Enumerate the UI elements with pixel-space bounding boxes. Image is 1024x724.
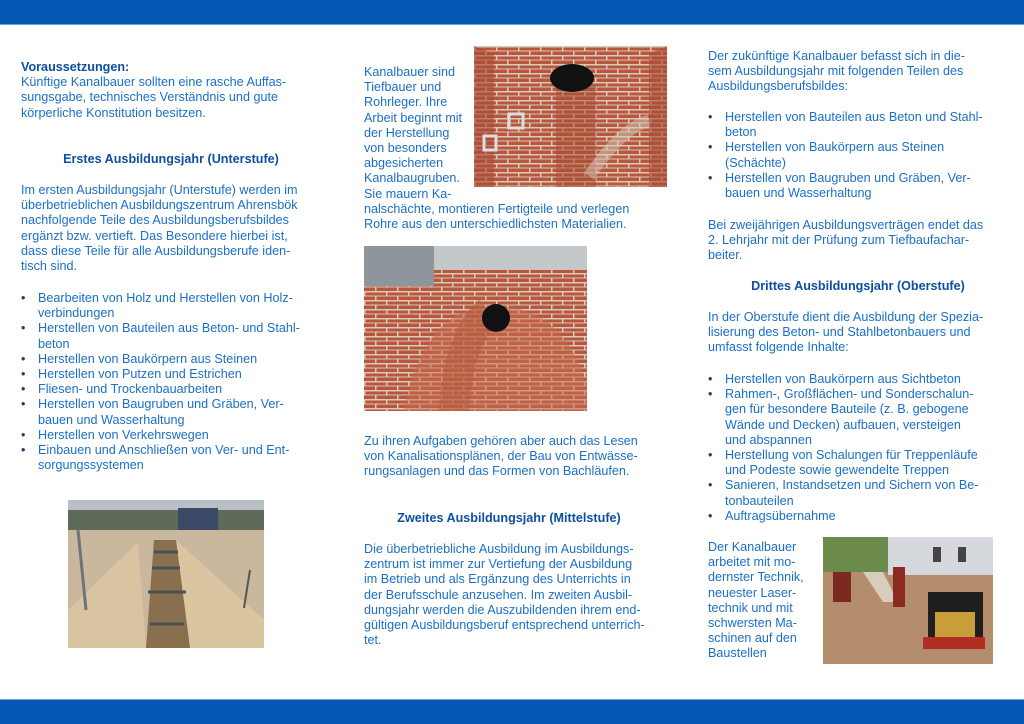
list-item [38, 397, 348, 427]
footer-bar [0, 699, 1024, 724]
text-line: sungsgabe, technisches Verständnis und gute [21, 90, 278, 105]
list-item-line: • Herstellen von Baukörpern aus Steinen [38, 351, 258, 366]
text-line: Bei zweijährigen Ausbildungsverträgen endet das [708, 218, 984, 232]
text-line: Die überbetriebliche Ausbildung im Ausbildungs- [364, 542, 634, 556]
text-line: Im ersten Ausbildungsjahr (Unterstufe) werden im [21, 183, 298, 197]
requirements-text [21, 75, 331, 121]
brick-shaft-photo [474, 46, 667, 187]
list-item [38, 352, 348, 367]
year2-list [708, 110, 1024, 201]
text-line: zentrum ist immer zur Vertiefung der Ausbildung [364, 557, 633, 572]
text-line: der Herstellung [364, 125, 450, 140]
year1-text [21, 183, 331, 274]
column-1 [21, 60, 331, 121]
list-item-line: gen für besondere Bauteile (z. B. gebogene [725, 402, 969, 417]
list-item [38, 428, 348, 443]
year3-list [708, 372, 1024, 524]
text-line: Der Kanalbauer [708, 540, 797, 554]
list-item [38, 321, 348, 351]
text-line: lisierung des Beton- und Stahlbetonbauers und [708, 325, 971, 340]
list-item-line: tonbauteilen [725, 493, 794, 508]
text-line: umfasst folgende Inhalte: [708, 340, 849, 355]
year1-heading: Erstes Ausbildungsjahr (Unterstufe) [63, 152, 279, 166]
text-line: dungsjahr werden die Auszubildenden ihrem end- [364, 602, 641, 617]
list-item [725, 509, 1024, 524]
list-item-line: • Herstellen von Putzen und Estrichen [38, 367, 242, 382]
two-year-text [708, 218, 1018, 264]
list-item [38, 443, 348, 473]
text-line: Ausbildungsberufsbildes: [708, 79, 849, 94]
brick-channel-photo [364, 246, 587, 411]
list-item-line: sorgungssystemen [38, 458, 144, 473]
technology-text [708, 540, 818, 662]
text-line: gültigen Ausbildungsberuf entsprechend unterrich- [364, 618, 645, 633]
list-item-line: Wände und Decken) aufbauen, versteigen [725, 417, 961, 432]
trench-photo [68, 500, 264, 648]
list-item-line: • Auftragsübernahme [725, 508, 836, 523]
text-line: beiter. [708, 248, 743, 263]
text-line: ergänzt bzw. vertieft. Das Besondere hierbei ist, [21, 228, 288, 243]
text-line: dernster Technik, [708, 570, 804, 585]
text-line: Sie mauern Ka- [364, 186, 452, 201]
text-line: sem Ausbildungsjahr mit folgenden Teilen des [708, 64, 964, 79]
text-line: schinen auf den [708, 631, 797, 646]
list-item-line: und Podeste sowie gewendelte Treppen [725, 463, 950, 478]
list-item-line: • Herstellen von Baukörpern aus Sichtbeton [725, 372, 961, 386]
list-item-line: beton [725, 125, 757, 140]
text-line: von besonders [364, 141, 447, 156]
list-item-line: • Herstellen von Bauteilen aus Beton- und Stahl- [38, 321, 300, 336]
header-bar [0, 0, 1024, 25]
text-line: von Kanalisationsplänen, der Bau von Entwässe- [364, 449, 638, 464]
text-line: Baustellen [708, 646, 767, 661]
text-line: Rohrleger. Ihre [364, 95, 448, 110]
year3-heading: Drittes Ausbildungsjahr (Oberstufe) [751, 279, 965, 293]
text-line: arbeitet mit mo- [708, 555, 796, 570]
text-line: technik und mit [708, 600, 793, 615]
list-item-line: • Fliesen- und Trockenbauarbeiten [38, 382, 223, 397]
list-item-line: bauen und Wasserhaltung [725, 186, 872, 201]
year2-heading: Zweites Ausbildungsjahr (Mittelstufe) [397, 511, 621, 525]
list-item-line: • Herstellen von Baugruben und Gräben, Ver- [725, 170, 971, 185]
list-item [38, 367, 348, 382]
year3-text [708, 310, 1018, 356]
list-item-line: • Herstellen von Verkehrswegen [38, 427, 209, 442]
list-item-line: • Herstellen von Bauteilen aus Beton und Stahl- [725, 110, 983, 124]
text-line: Künftige Kanalbauer sollten eine rasche Auffas- [21, 75, 287, 90]
list-item [725, 140, 1024, 170]
list-item-line: und abspannen [725, 432, 812, 447]
list-item-line: bauen und Wasserhaltung [38, 412, 185, 427]
year1-list [21, 291, 348, 473]
intro-tail-text [364, 202, 664, 232]
list-item-line: • Herstellen von Baukörpern aus Steinen [725, 140, 945, 155]
compactor-photo [823, 537, 993, 664]
text-line: Der zukünftige Kanalbauer befasst sich in die- [708, 49, 965, 63]
list-item-line: • Rahmen-, Großflächen- und Sonderschalun- [725, 387, 974, 402]
list-item [725, 387, 1024, 448]
list-item-line: (Schächte) [725, 155, 786, 170]
text-line: neuester Laser- [708, 585, 797, 600]
text-line: überbetrieblichen Ausbildungszentrum Ahrensbök [21, 198, 298, 213]
list-item [725, 110, 1024, 140]
text-line: nachfolgende Teile des Ausbildungsberufsbildes [21, 213, 289, 228]
year2-intro-text [708, 49, 1008, 95]
list-item-line: • Herstellen von Baugruben und Gräben, Ver- [38, 397, 284, 412]
text-line: In der Oberstufe dient die Ausbildung der Spezia- [708, 310, 984, 324]
list-item-line: • Sanieren, Instandsetzen und Sichern von Be- [725, 478, 979, 493]
text-line: im Betrieb und als Ergänzung des Unterrichts in [364, 572, 631, 587]
text-line: Zu ihren Aufgaben gehören aber auch das Lesen [364, 434, 638, 448]
list-item [725, 372, 1024, 387]
requirements-heading: Voraussetzungen: [21, 60, 130, 74]
text-line: körperliche Konstitution besitzen. [21, 105, 206, 120]
list-item-line: • Einbauen und Anschließen von Ver- und Ent- [38, 443, 290, 458]
list-item [725, 478, 1024, 508]
list-item-line: verbindungen [38, 306, 115, 321]
text-line: schwersten Ma- [708, 616, 797, 631]
list-item-line: beton [38, 336, 70, 351]
text-line: abgesicherten [364, 156, 444, 171]
list-item [38, 382, 348, 397]
intro-text [364, 65, 474, 202]
text-line: rungsanlagen und das Formen von Bachläufen. [364, 464, 630, 479]
text-line: nalschächte, montieren Fertigteile und verlegen [364, 202, 630, 216]
list-item [725, 448, 1024, 478]
year2-text [364, 542, 669, 648]
text-line: dass diese Teile für alle Ausbildungsberufe iden- [21, 243, 291, 258]
text-line: 2. Lehrjahr mit der Prüfung zum Tiefbaufachar- [708, 233, 970, 248]
text-line: Arbeit beginnt mit [364, 110, 463, 125]
list-item-line: • Bearbeiten von Holz und Herstellen von Holz- [38, 291, 293, 305]
text-line: tisch sind. [21, 259, 77, 274]
text-line: tet. [364, 633, 382, 648]
text-line: Rohre aus den unterschiedlichsten Materialien. [364, 217, 627, 232]
list-item [725, 171, 1024, 201]
text-line: Kanalbaugruben. [364, 171, 460, 186]
list-item [38, 291, 348, 321]
text-line: der Berufsschule anzusehen. Im zweiten Ausbil- [364, 587, 633, 602]
tasks-text [364, 434, 664, 480]
text-line: Tiefbauer und [364, 80, 442, 95]
list-item-line: • Herstellung von Schalungen für Treppenläufe [725, 448, 978, 463]
text-line: Kanalbauer sind [364, 65, 456, 79]
